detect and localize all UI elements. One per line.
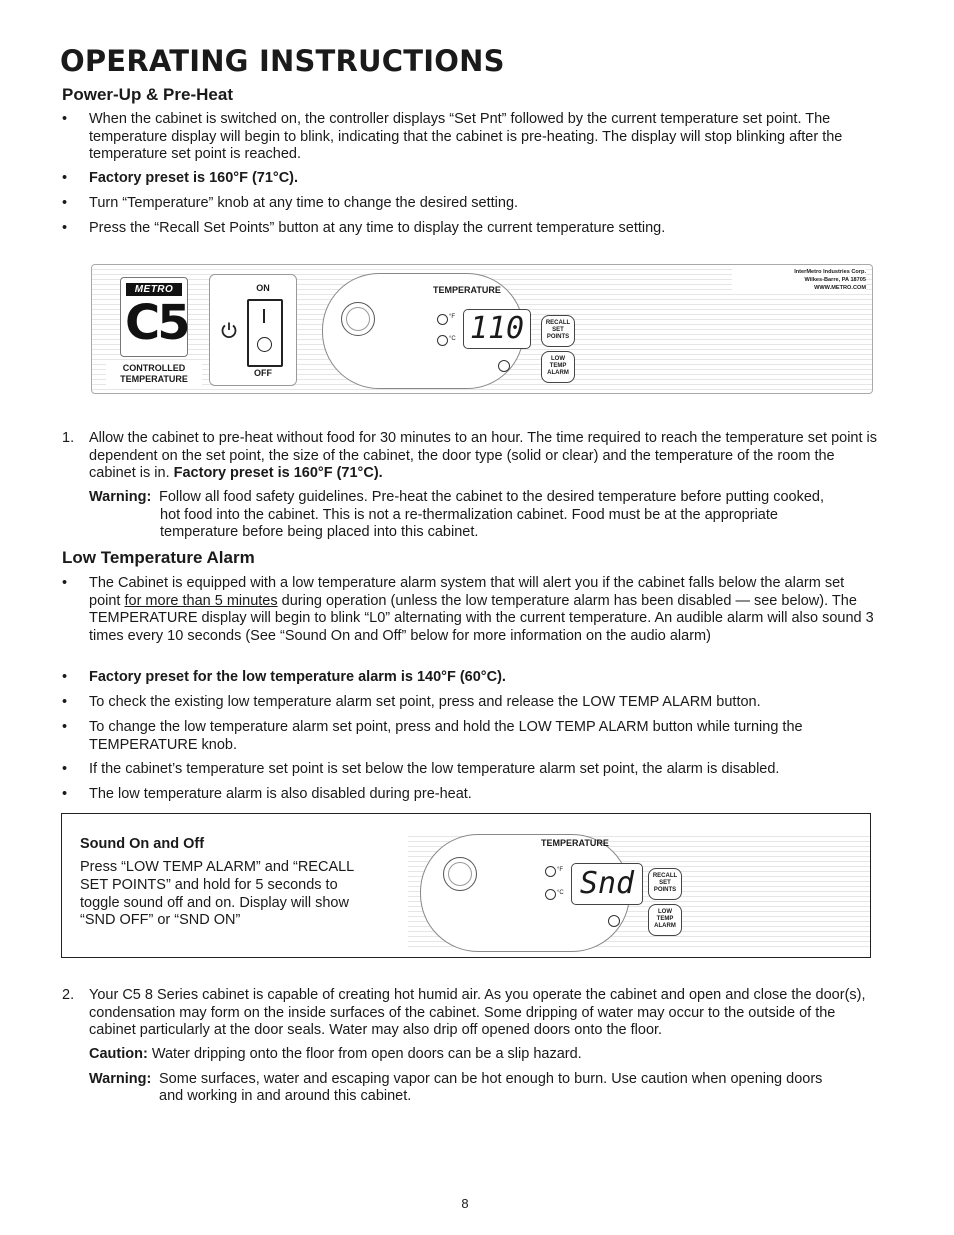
- fahrenheit-indicator: [545, 866, 556, 877]
- unit-c-label: °C: [449, 336, 456, 342]
- underlined-text: for more than 5 minutes: [124, 592, 278, 609]
- power-switch-housing: [209, 274, 297, 386]
- status-led: [498, 360, 510, 372]
- step-number: 1.: [62, 430, 75, 446]
- sound-heading: Sound On and Off: [80, 836, 205, 852]
- caution-text: Water dripping onto the floor from open doors can be a slip hazard.: [151, 1046, 582, 1062]
- button-label-line: POINTS: [653, 887, 677, 893]
- list-item: To change the low temperature alarm set point, press and hold the LOW TEMP ALARM button while turning the TEMPERATURE knob.: [89, 719, 803, 753]
- temperature-label: TEMPERATURE: [433, 285, 501, 295]
- bullet: •: [62, 195, 68, 211]
- bullet: •: [62, 719, 68, 735]
- low-temp-alarm-button[interactable]: [541, 351, 575, 383]
- recall-set-points-button[interactable]: [541, 315, 575, 347]
- warning-line: temperature before being placed into this cabinet.: [160, 524, 479, 540]
- section-heading-low-temp: Low Temperature Alarm: [62, 548, 255, 567]
- list-item: If the cabinet’s temperature set point is set below the low temperature alarm set point, the alarm is disabled.: [89, 761, 780, 777]
- step-body: Allow the cabinet to pre-heat without food for 30 minutes to an hour. The time required to reach the temperature set point is dependent on the set point, the size of the cabinet, the door type (solid or clear) and the temperature of the room the cabinet is in.: [89, 430, 878, 482]
- step-text: Your C5 8 Series cabinet is capable of creating hot humid air. As you operate the cabinet and open and close the door(s), condensation may form on the inside surfaces of the cabinet. Some dripping of water may occur to the outside of the cabinet particularly at the door seals. Water may also drip off opened doors onto the floor.: [89, 987, 866, 1039]
- list-item: To check the existing low temperature alarm set point, press and release the LOW TEMP ALARM button.: [89, 694, 761, 710]
- warning-line: hot food into the cabinet. This is not a re-thermalization cabinet. Food must be at the appropriate: [160, 507, 778, 523]
- company-line: InterMetro Industries Corp.: [794, 269, 866, 275]
- temperature-display: Snd: [571, 863, 643, 905]
- warning-line: Some surfaces, water and escaping vapor can be hot enough to burn. Use caution when opening doors: [159, 1071, 823, 1087]
- button-label-line: TEMP: [549, 363, 567, 369]
- sound-info-box: [61, 813, 871, 958]
- list-item: When the cabinet is switched on, the controller displays “Set Pnt” followed by the current temperature set point. The temperature display will begin to blink, indicating that the cabinet is pre-heating. The display will stop blinking after the temperature set point is reached.: [89, 111, 843, 163]
- button-label-line: POINTS: [546, 334, 570, 340]
- step-number: 2.: [62, 987, 75, 1003]
- bullet: •: [62, 786, 68, 802]
- temperature-display: 110: [463, 309, 531, 349]
- temperature-knob[interactable]: [341, 302, 375, 336]
- switch-off-label: OFF: [254, 368, 272, 378]
- button-label-line: LOW: [551, 356, 565, 362]
- temperature-control-housing: [322, 273, 524, 389]
- logo-caption-line: CONTROLLED: [122, 363, 186, 373]
- company-info: [732, 268, 866, 292]
- text-span: during operation (unless the low temperature alarm has been disabled — see below). The TEMPERATURE display will begin to blink “L0” alternating with the current temperature. An audible alarm will also sound 3 times every 10 seconds (See “Sound On and Off” below for more information on the audio alarm): [89, 592, 874, 644]
- power-icon: [220, 321, 238, 344]
- list-item: [89, 575, 879, 645]
- button-label-line: ALARM: [547, 370, 569, 376]
- button-label-line: SET: [552, 327, 564, 333]
- warning-label: Warning:: [89, 1071, 152, 1087]
- bullet: •: [62, 669, 68, 685]
- bullet: •: [62, 170, 68, 186]
- button-label-line: LOW: [658, 909, 672, 915]
- list-item: Turn “Temperature” knob at any time to change the desired setting.: [89, 195, 519, 211]
- caution-label: Caution:: [89, 1046, 148, 1062]
- rocker-switch[interactable]: [247, 299, 283, 367]
- button-label-line: TEMP: [656, 916, 674, 922]
- step-text: [89, 430, 879, 483]
- list-item: The low temperature alarm is also disabled during pre-heat.: [89, 786, 472, 802]
- warning-label: Warning:: [89, 489, 152, 505]
- bullet: •: [62, 694, 68, 710]
- caution-line: [89, 1046, 582, 1064]
- text-span: The Cabinet is equipped with a low temperature alarm system that will alert you if the cabinet falls below the alarm set point: [89, 575, 845, 609]
- celsius-indicator: [545, 889, 556, 900]
- unit-c-label: °C: [557, 890, 564, 896]
- unit-f-label: °F: [449, 314, 456, 320]
- page-title: OPERATING INSTRUCTIONS: [60, 44, 505, 78]
- model-label: C5: [125, 295, 188, 351]
- button-label-line: SET: [659, 880, 671, 886]
- company-line: Wilkes-Barre, PA 18705: [804, 277, 866, 283]
- unit-f-label: °F: [557, 867, 564, 873]
- warning-line: and working in and around this cabinet.: [159, 1088, 412, 1104]
- step-bold: Factory preset is 160°F (71°C).: [173, 465, 383, 482]
- logo-caption-line: TEMPERATURE: [120, 374, 188, 384]
- control-panel-illustration: [91, 264, 873, 394]
- bullet: •: [62, 111, 68, 127]
- fahrenheit-indicator: [437, 314, 448, 325]
- control-panel-closeup: [408, 832, 870, 950]
- bullet: •: [62, 575, 68, 591]
- bullet: •: [62, 761, 68, 777]
- brand-label: METRO: [126, 283, 182, 296]
- section-heading-power-up: Power-Up & Pre-Heat: [62, 85, 233, 104]
- page-number: 8: [461, 1196, 469, 1211]
- temperature-label: TEMPERATURE: [541, 838, 609, 848]
- button-label-line: RECALL: [545, 320, 571, 326]
- status-led: [608, 915, 620, 927]
- low-temp-alarm-button[interactable]: [648, 904, 682, 936]
- temperature-control-housing: [420, 834, 635, 952]
- button-label-line: ALARM: [654, 923, 676, 929]
- sound-text: Press “LOW TEMP ALARM” and “RECALL SET POINTS” and hold for 5 seconds to toggle sound off and on. Display will show “SND OFF” or “SND ON”: [80, 859, 354, 929]
- list-item: Factory preset for the low temperature alarm is 140°F (60°C).: [89, 669, 506, 685]
- temperature-knob[interactable]: [443, 857, 477, 891]
- recall-set-points-button[interactable]: [648, 868, 682, 900]
- bullet: •: [62, 220, 68, 236]
- warning-line: Follow all food safety guidelines. Pre-heat the cabinet to the desired temperature before putting cooked,: [159, 489, 824, 505]
- metro-c5-logo: [120, 277, 188, 357]
- list-item: Press the “Recall Set Points” button at any time to display the current temperature setting.: [89, 220, 666, 236]
- list-item: Factory preset is 160°F (71°C).: [89, 170, 299, 186]
- switch-on-label: ON: [256, 283, 270, 293]
- button-label-line: RECALL: [652, 873, 678, 879]
- logo-caption: [106, 363, 202, 385]
- company-line: WWW.METRO.COM: [814, 285, 866, 291]
- celsius-indicator: [437, 335, 448, 346]
